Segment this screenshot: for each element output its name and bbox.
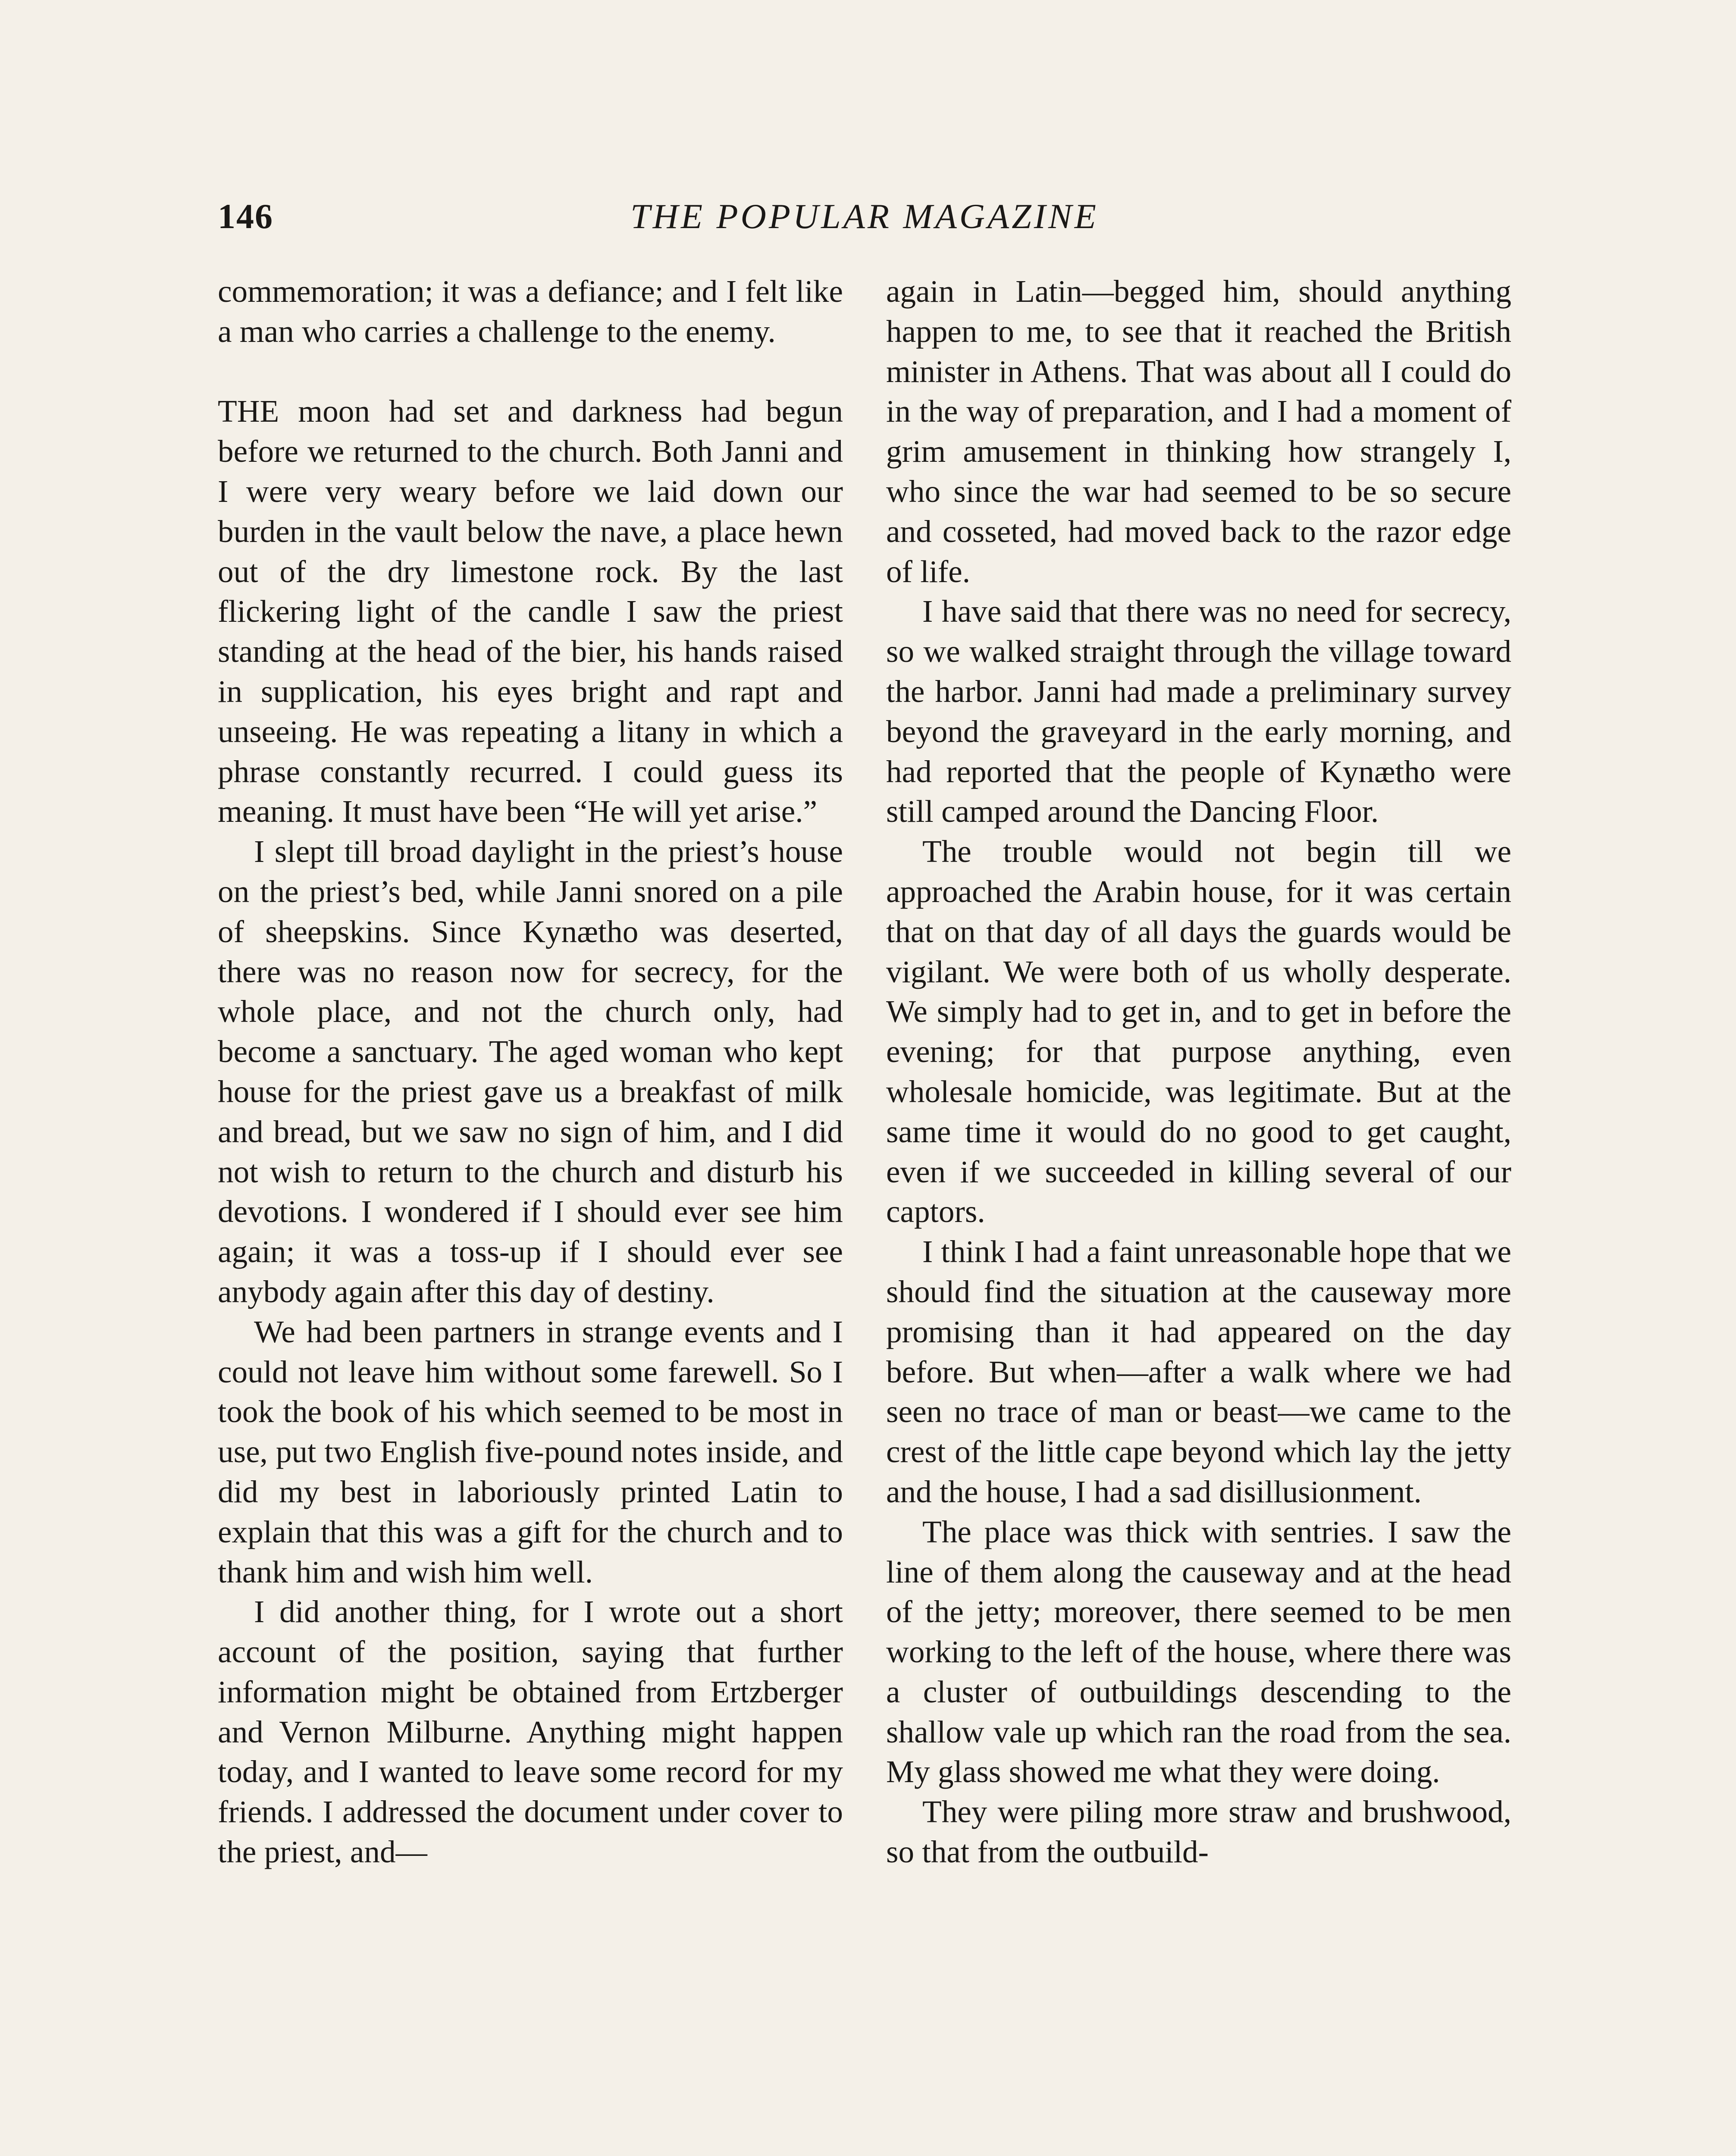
paragraph: The trouble would not begin till we approached the Arabin house, for it was certain that on that day of all days the guards would be vigilant. We were both of us wholly desperate. We simply had to get in, and to get in before the evening; for that purpose anything, even wholesale homicide, was legitimate. But at the same time it would do no good to get caught, even if we succeeded in killing several of our captors. <box>886 834 1511 1229</box>
page-header <box>218 196 1511 244</box>
paragraph: We had been partners in strange events and I could not leave him without some farewell. So I took the book of his which seemed to be most in use, put two English five-pound notes inside, and did my best in laboriously printed Latin to explain that this was a gift for the church and to thank him and wish him well. <box>218 1314 843 1589</box>
paragraph: The place was thick with sentries. I saw the line of them along the causeway and at the head of the jetty; moreover, there seemed to be men working to the left of the house, where there was a cluster of outbuildings descending to the shallow vale up which ran the road from the sea. My glass showed me what they were doing. <box>886 1514 1511 1789</box>
section-opening-paragraph: THE moon had set and darkness had begun before we returned to the church. Both Janni and I were very weary before we laid down our burden in the vault below the nave, a place hewn out of the dry limestone rock. By the last flickering light of the candle I saw the priest standing at the head of the bier, his hands raised in supplication, his eyes bright and rapt and unseeing. He was repeating a litany in which a phrase constantly recurred. I could guess its meaning. It must have been “He will yet arise.” <box>218 394 843 829</box>
paragraph: I think I had a faint unreasonable hope that we should find the situation at the causeway more promising than it had appeared on the day before. But when—after a walk where we had seen no trace of man or beast—we came to the crest of the little cape beyond which lay the jetty and the house, I had a sad disillusionment. <box>886 1234 1511 1509</box>
page-number: 146 <box>218 197 273 236</box>
paragraph: I slept till broad daylight in the priest’s house on the priest’s bed, while Janni snored on a pile of sheepskins. Since Kynætho was deserted, there was no reason now for secrecy, for the whole place, and not the church only, had become a sanctuary. The aged woman who kept house for the priest gave us a breakfast of milk and bread, but we saw no sign of him, and I did not wish to return to the church and disturb his devotions. I wondered if I should ever see him again; it was a toss-up if I should ever see anybody again after this day of destiny. <box>218 834 843 1309</box>
paragraph: commemoration; it was a defiance; and I felt like a man who carries a challenge to the enemy. <box>218 274 843 349</box>
left-column <box>218 272 843 1872</box>
paragraph: again in Latin—begged him, should anything happen to me, to see that it reached the British minister in Athens. That was about all I could do in the way of preparation, and I had a moment of grim amusement in thinking how strangely I, who since the war had seemed to be so secure and cosseted, had moved back to the razor edge of life. <box>886 274 1511 589</box>
paragraph: I have said that there was no need for secrecy, so we walked straight through the village toward the harbor. Janni had made a preliminary survey beyond the graveyard in the early morning, and had reported that the people of Kynætho were still camped around the Dancing Floor. <box>886 594 1511 829</box>
right-column <box>886 272 1511 1872</box>
paragraph: They were piling more straw and brushwood, so that from the outbuild- <box>886 1794 1511 1870</box>
paragraph: I did another thing, for I wrote out a short account of the position, saying that further information might be obtained from Ertzberger and Vernon Milburne. Anything might happen today, and I wanted to leave some record for my friends. I addressed the document under cover to the priest, and— <box>218 1594 843 1870</box>
running-title: THE POPULAR MAGAZINE <box>630 197 1099 236</box>
